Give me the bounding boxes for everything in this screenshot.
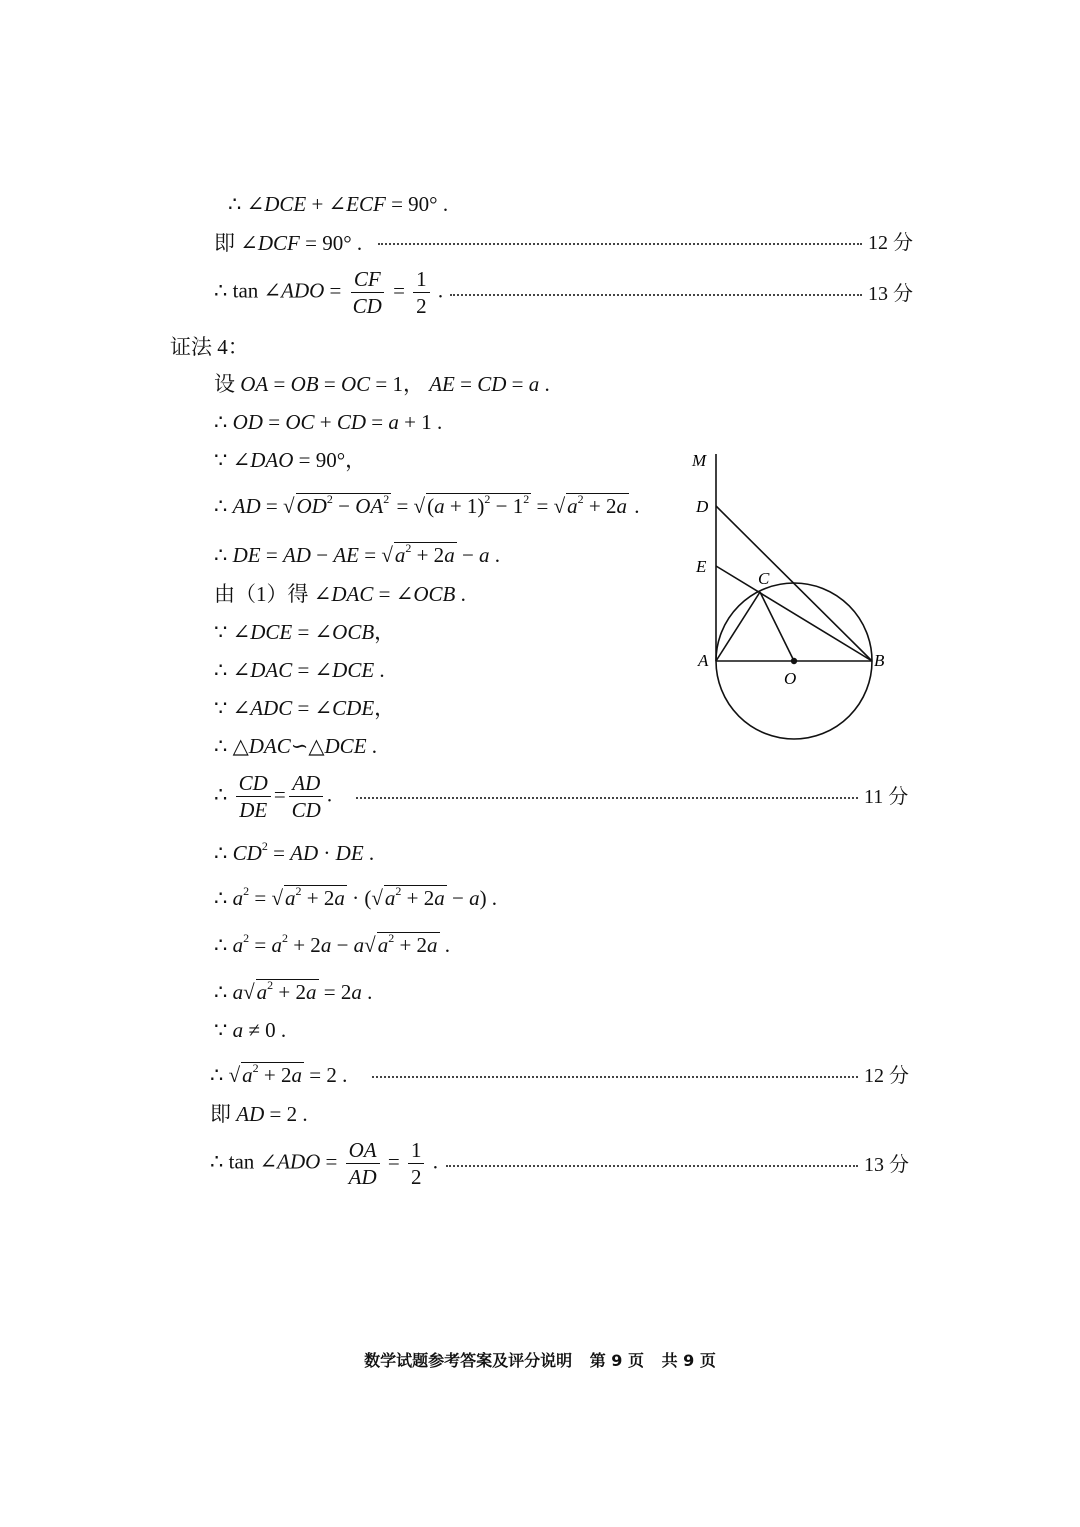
label-o: O (784, 669, 797, 688)
line-tan-ado-2: ∴ tan ∠ADO = $\frac{OA}{AD}$ = $\frac{1}{2}$ . (210, 1138, 438, 1189)
dotted-leader (356, 797, 858, 799)
label-b: B (874, 651, 885, 670)
line-de: ∴ DE = AD − AE = $√a^2 + 2a - a$ . (214, 541, 501, 567)
dotted-leader (446, 1165, 858, 1167)
line-cd-sq: ∴ $CD^2$ = AD · DE . (214, 839, 375, 865)
line-tan-ado-1: ∴ tan ∠ADO = $\frac{CF}{CD}$ = $\frac{1}{2}$ . (214, 267, 444, 318)
line-a2-prod: ∴ $a^2 = √a^2 + 2a \cdot (√a^2 + 2a - a)$ . (214, 884, 498, 910)
score-13-b: 13 分 (864, 1154, 909, 1176)
line-dce-ocb: ∵ ∠DCE = ∠OCB， (214, 620, 396, 644)
dotted-leader (378, 243, 862, 245)
geometry-figure (680, 440, 900, 750)
label-m: M (692, 451, 707, 470)
line-ad: ∴ AD = $√OD^2 - OA^2 = √(a + 1)^2 - 1^2 = √a^2 + 2a$ . (214, 492, 640, 518)
line-eb (716, 566, 872, 661)
dotted-leader (450, 294, 862, 296)
line-dac-ocb: 由（1）得 ∠DAC = ∠OCB . (214, 582, 466, 606)
line-adc-cde: ∵ ∠ADC = ∠CDE， (214, 696, 396, 720)
dotted-leader (372, 1076, 858, 1078)
line-od: ∴ OD = OC + CD = a + 1 . (214, 410, 443, 434)
line-sqrt-2: ∴ $√a^2 + 2a = 2$ . (210, 1061, 348, 1087)
line-dac-dce: ∴ ∠DAC = ∠DCE . (214, 658, 385, 682)
line-a-sqrt: ∴ $a√a^2 + 2a = 2a$ . (214, 978, 373, 1004)
line-a-nonzero: ∵ a ≠ 0 . (214, 1018, 287, 1042)
line-ratio: ∴ $\frac{CD}{DE}$ = $\frac{AD}{CD}$ . (214, 771, 333, 822)
page-footer (0, 1348, 1080, 1371)
footer-page: 第 9 页 (589, 1351, 644, 1370)
line-dao: ∵ ∠DAO = 90°， (214, 448, 367, 472)
line-ac (716, 592, 760, 661)
label-a: A (698, 651, 709, 670)
label-c: C (758, 569, 770, 588)
score-12-a: 12 分 (868, 232, 913, 254)
label-e: E (696, 557, 707, 576)
line-db (716, 506, 872, 661)
word-ji: 即 (214, 231, 235, 255)
line-assume: 设 OA = OB = OC = 1， AE = CD = a . (214, 372, 550, 396)
score-12-b: 12 分 (864, 1065, 909, 1087)
score-11: 11 分 (864, 786, 909, 808)
line-a2-expand: ∴ $a^2 = a^2 + 2a - a√a^2 + 2a$ . (214, 931, 451, 957)
line-ad-2: 即 AD = 2 . (210, 1102, 308, 1126)
footer-total: 共 9 页 (661, 1351, 716, 1370)
line-dcf: 即 ∠DCF = 90° . (214, 231, 363, 255)
footer-title: 数学试题参考答案及评分说明 (364, 1351, 573, 1370)
line-similar: ∴ △DAC∽△DCE . (214, 734, 378, 758)
method4-heading: 证法 4： (170, 335, 249, 359)
score-13-a: 13 分 (868, 283, 913, 305)
label-d: D (696, 497, 709, 516)
line-dce-ecf: ∴ ∠DCE + ∠ECF = 90° . (228, 192, 449, 216)
center-dot (791, 658, 797, 664)
